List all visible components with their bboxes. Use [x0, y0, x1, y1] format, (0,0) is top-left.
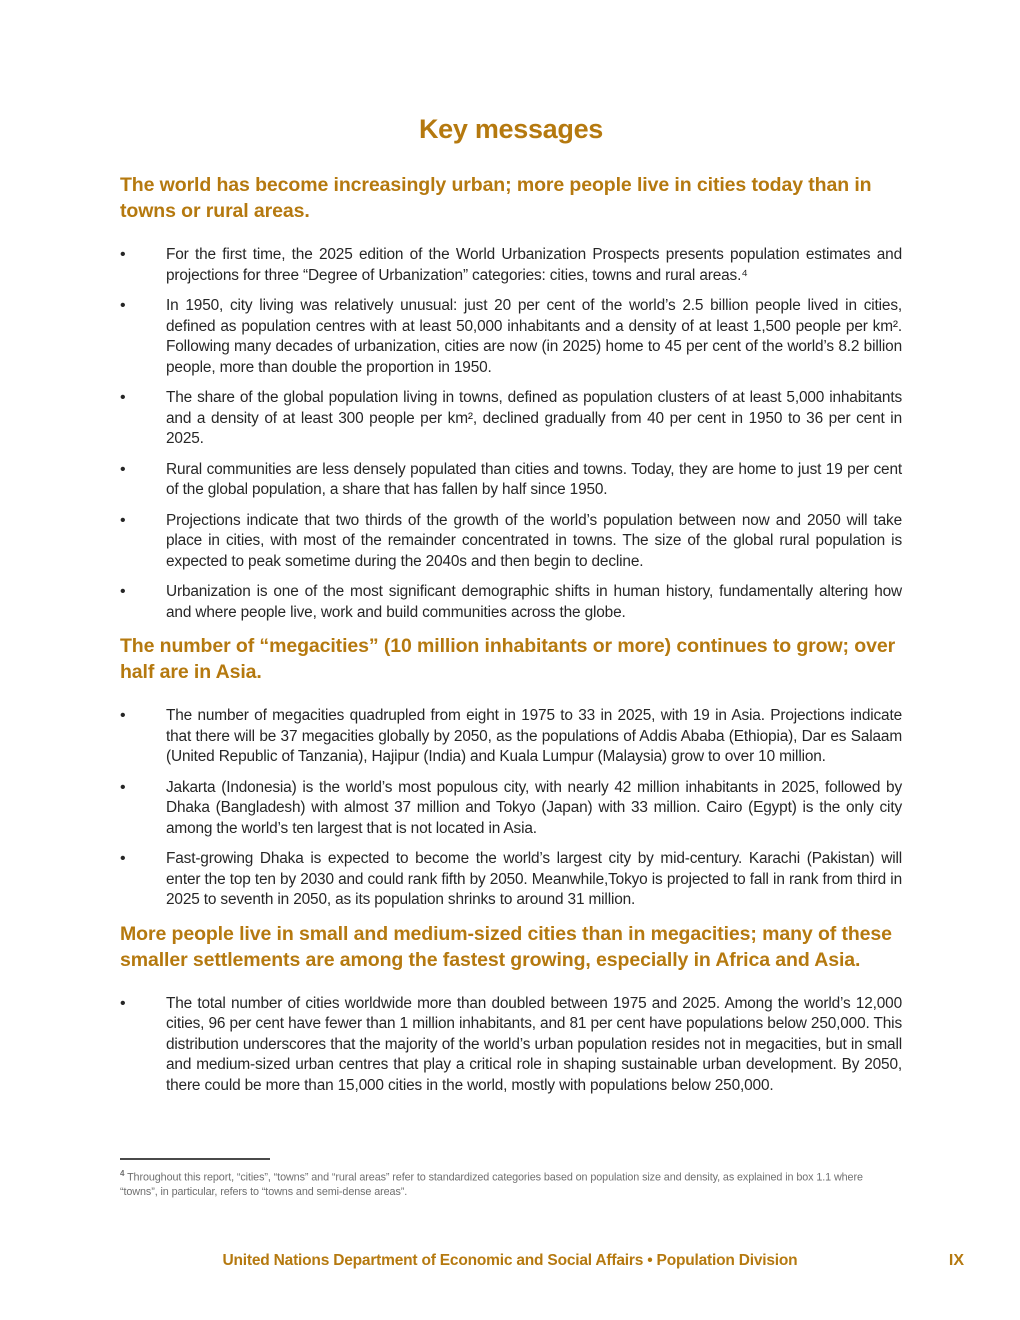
list-item	[120, 778, 902, 840]
bullet-list-megacities	[120, 706, 902, 911]
bullet-icon	[120, 296, 166, 378]
bullet-icon	[120, 706, 166, 768]
page-title: Key messages	[418, 114, 604, 144]
list-item	[120, 296, 902, 378]
list-item	[120, 582, 902, 623]
list-item	[120, 994, 902, 1097]
list-item	[120, 245, 902, 286]
bullet-icon	[120, 388, 166, 450]
list-item	[120, 706, 902, 768]
bullet-text: In 1950, city living was relatively unusual: just 20 per cent of the world’s 2.5 billion people lived in cities, defined as population centres with at least 50,000 inhabitants and a density of at least 1,500 people per km². Following many decades of urbanization, cities are now (in 2025) home to 45 per cent of the world’s 8.2 billion people, more than double the proportion in 1950.	[166, 297, 902, 376]
list-item	[120, 460, 902, 501]
bullet-icon	[120, 245, 166, 286]
bullet-text: Projections indicate that two thirds of the growth of the world’s population between now and 2050 will take place in cities, with most of the remainder concentrated in towns. The size of the global rural population is expected to peak sometime during the 2040s and then begin to decline.	[166, 511, 902, 570]
bullet-list-urban-world	[120, 245, 902, 623]
list-item	[120, 511, 902, 573]
footnote-marker: 4	[120, 1169, 125, 1178]
bullet-text: The total number of cities worldwide more than doubled between 1975 and 2025. Among the world’s 12,000 cities, 96 per cent have fewer than 1 million inhabitants, and 81 per cent have populations below 250,000. This distribution underscores that the majority of the world’s urban population resides not in megacities, but in small and medium-sized urban centres that play a critical role in shaping sustainable urban development. By 2050, there could be more than 15,000 cities in the world, mostly with populations below 250,000.	[166, 994, 902, 1094]
footnote-block	[120, 1158, 902, 1200]
bullet-text: The share of the global population living in towns, defined as population clusters of at least 5,000 inhabitants and a density of at least 300 people per km², declined gradually from 40 per cent in 1950 to 36 per cent in 2025.	[166, 389, 902, 447]
section-heading-urban-world: The world has become increasingly urban; more people live in cities today than in towns or rural areas.	[120, 174, 872, 222]
footnote-body: Throughout this report, “cities”, “towns” and “rural areas” refer to standardized categories based on population size and density, as explained in box 1.1 where “towns”, in particular, refers to “towns and semi-dense areas”.	[120, 1171, 863, 1199]
bullet-text: Urbanization is one of the most significant demographic shifts in human history, fundamentally altering how and where people live, work and build communities across the globe.	[166, 583, 902, 621]
section-heading-small-cities: More people live in small and medium-sized cities than in megacities; many of these smaller settlements are among the fastest growing, especially in Africa and Asia.	[120, 922, 892, 971]
bullet-icon	[120, 582, 166, 623]
bullet-list-small-cities	[120, 994, 902, 1097]
bullet-icon	[120, 511, 166, 573]
bullet-text: For the first time, the 2025 edition of the World Urbanization Prospects presents population estimates and projections for three “Degree of Urbanization” categories: cities, towns and rural areas.⁴	[166, 246, 902, 284]
section-heading-megacities: The number of “megacities” (10 million inhabitants or more) continues to grow; over half are in Asia.	[120, 635, 896, 683]
bullet-icon	[120, 778, 166, 840]
bullet-text: The number of megacities quadrupled from eight in 1975 to 33 in 2025, with 19 in Asia. Projections indicate that there will be 37 megacities globally by 2050, as the populations of Addis Ababa (Ethiopia), Dar es Salaam (United Republic of Tanzania), Hajipur (India) and Kuala Lumpur (Malaysia) grow to over 10 million.	[166, 707, 902, 765]
bullet-text: Fast-growing Dhaka is expected to become the world’s largest city by mid-century. Karachi (Pakistan) will enter the top ten by 2030 and could rank fifth by 2050. Meanwhile,Tokyo is projected to fall in rank from third in 2025 to seventh in 2050, as its population shrinks to around 31 million.	[166, 850, 902, 908]
bullet-text: Rural communities are less densely populated than cities and towns. Today, they are home to just 19 per cent of the global population, a share that has fallen by half since 1950.	[166, 460, 902, 498]
page-footer: United Nations Department of Economic and Social Affairs • Population Division	[222, 1252, 798, 1269]
page-number: IX	[948, 1252, 964, 1269]
list-item	[120, 388, 902, 450]
bullet-icon	[120, 849, 166, 911]
list-item	[120, 849, 902, 911]
bullet-text: Jakarta (Indonesia) is the world’s most populous city, with nearly 42 million inhabitants in 2025, followed by Dhaka (Bangladesh) with almost 37 million and Tokyo (Japan) with 33 million. Cairo (Egypt) is the only city among the world’s ten largest that is not located in Asia.	[166, 778, 902, 837]
bullet-icon	[120, 460, 166, 501]
footnote-divider	[120, 1158, 270, 1160]
bullet-icon	[120, 994, 166, 1097]
footnote-text	[120, 1167, 902, 1200]
